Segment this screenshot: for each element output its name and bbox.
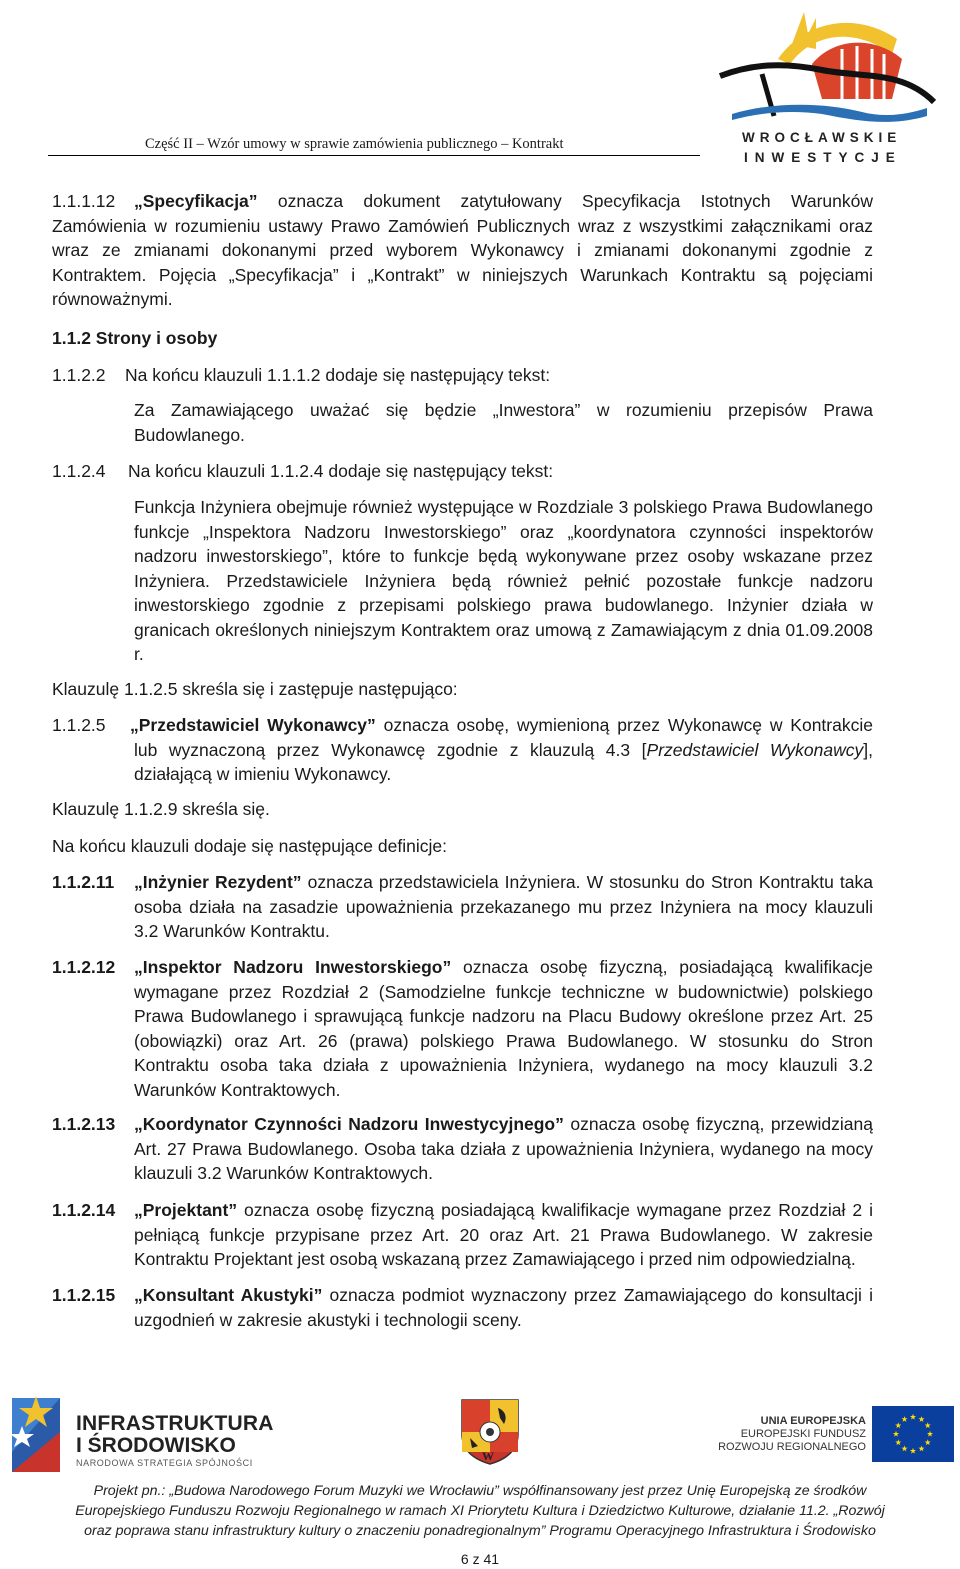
clause-text: oznacza dokument zatytułowany Specyfikacja Istotnych Warunków Zamówienia w rozumieniu ustawy Prawo Zamówień Publicznych wraz z wszystkimi załącznikami oraz wraz ze zmianami dokonanymi przed wyborem Wykonawcy i zmianami dokonanymi zgodnie z Kontraktem. Pojęcia „Specyfikacja” i „Kontrakt” w niniejszych Warunkach Kontraktu są pojęciami równoważnymi. <box>52 191 873 309</box>
definition-1-1-2-12 <box>134 955 873 1102</box>
logo-line-2: INWESTYCJE <box>744 150 902 165</box>
clause-text: Za Zamawiającego uważać się będzie „Inwestora” w rozumieniu przepisów Prawa Budowlanego. <box>134 400 873 445</box>
svg-text:W: W <box>482 1449 494 1463</box>
footer-project-text <box>40 1481 920 1541</box>
term: „Inspektor Nadzoru Inwestorskiego” <box>134 957 452 977</box>
clause-intro: Na końcu klauzuli 1.1.1.2 dodaje się następujący tekst: <box>125 365 551 385</box>
definition-number: 1.1.2.12 <box>52 957 116 977</box>
eu-line-2: EUROPEJSKI FUNDUSZ <box>740 1428 866 1440</box>
section-heading: 1.1.2 Strony i osoby <box>52 328 218 348</box>
clause-number: 1.1.2.4 <box>52 461 106 481</box>
infra-line-1: INFRASTRUKTURA <box>76 1412 274 1435</box>
eu-line-3: ROZWOJU REGIONALNEGO <box>718 1441 866 1453</box>
infra-subtitle: NARODOWA STRATEGIA SPÓJNOŚCI <box>76 1458 253 1468</box>
instruction-text: Na końcu klauzuli dodaje się następujące definicje: <box>52 836 447 856</box>
project-line-2: Europejskiego Funduszu Rozwoju Regionalnego w ramach XI Priorytetu Kultura i Dziedzictwo Kulturowe, działanie 11.2. „Rozwój <box>75 1503 885 1519</box>
instruction-text: Klauzulę 1.1.2.9 skreśla się. <box>52 799 270 819</box>
infrastruktura-logo <box>8 1392 70 1476</box>
definition-number: 1.1.2.14 <box>52 1200 116 1220</box>
infrastruktura-wordmark <box>76 1412 274 1468</box>
clause-number: 1.1.2.5 <box>52 715 106 735</box>
project-line-3: oraz poprawa stanu infrastruktury kultury o znaczeniu ponadregionalnym” Programu Operacyjnego Infrastruktura i Środowisko <box>84 1523 876 1539</box>
clause-1-1-2-5 <box>130 713 874 787</box>
header-rule <box>48 155 700 156</box>
definition-1-1-2-15 <box>134 1283 873 1332</box>
term: „Przedstawiciel Wykonawcy” <box>130 715 376 735</box>
clause-text: Funkcja Inżyniera obejmuje również występujące w Rozdziale 3 polskiego Prawa Budowlanego funkcje „Inspektora Nadzoru Inwestorskiego” oraz „koordynatora czynności inspektorów nadzoru inwestorskiego”, które to funkcje będą wykonywane przez osoby wskazane przez Inżyniera. Przedstawiciele Inżyniera będą również pełnić pozostałe funkcje nadzoru inwestorskiego zgodnie z przepisami polskiego prawa budowlanego. Inżynier działa w granicach określonych niniejszym Kontraktem oraz umową z Zamawiającym z dnia 01.09.2008 r. <box>134 497 873 664</box>
eu-line-1: UNIA EUROPEJSKA <box>760 1415 866 1427</box>
header-title: Część II – Wzór umowy w sprawie zamówienia publicznego – Kontrakt <box>145 136 564 152</box>
term: „Specyfikacja” <box>134 191 258 211</box>
clause-text-italic: Przedstawiciel Wykonawcy <box>646 739 864 760</box>
project-line-1: Projekt pn.: „Budowa Narodowego Forum Muzyki we Wrocławiu” współfinansowany jest przez Unię Europejską ze środków <box>93 1483 867 1499</box>
definition-number: 1.1.2.15 <box>52 1285 116 1305</box>
logo-line-1: WROCŁAWSKIE <box>742 130 902 145</box>
infra-line-2: I ŚRODOWISKO <box>76 1434 236 1457</box>
eu-flag <box>872 1406 954 1462</box>
wroclaw-crest <box>458 1396 522 1466</box>
definition-number: 1.1.2.13 <box>52 1114 116 1134</box>
definition-text: oznacza osobę fizyczną, przewidzianą Art. 27 Prawa Budowlanego. Osoba taka działa z upoważnienia Inżyniera, wydanego na mocy klauzuli 3.2 Warunków Kontraktowych. <box>134 1114 873 1183</box>
definition-text: oznacza podmiot wyznaczony przez Zamawiającego do konsultacji i uzgodnień w zakresie akustyki i technologii sceny. <box>134 1285 873 1330</box>
clause-intro: Na końcu klauzuli 1.1.2.4 dodaje się następujący tekst: <box>128 461 554 481</box>
clause-text-b: ], działającą w imieniu Wykonawcy. <box>134 739 874 784</box>
clause-text-a: oznacza osobę, wymienioną przez Wykonawcę w Kontrakcie lub wyznaczoną przez Wykonawcę zgodnie z klauzulą 4.3 [ <box>134 715 873 760</box>
term: „Inżynier Rezydent” <box>134 872 302 892</box>
definition-text: oznacza osobę fizyczną posiadającą kwalifikacje wymagane przez Rozdział 2 i pełniącą funkcje przypisane przez Art. 20 oraz Art. 21 Prawa Budowlanego. W zakresie Kontraktu Projektant jest osobą wskazaną przez Zamawiającego i przed nim odpowiedzialną. <box>134 1200 873 1269</box>
definition-text: oznacza przedstawiciela Inżyniera. W stosunku do Stron Kontraktu taka osoba działa na zasadzie upoważnienia przekazanego mu przez Inżyniera na mocy klauzuli 3.2 Warunków Kontraktu. <box>134 872 873 941</box>
term: „Koordynator Czynności Nadzoru Inwestycyjnego” <box>134 1114 564 1134</box>
clause-number: 1.1.1.12 <box>52 191 116 211</box>
definition-1-1-2-14 <box>134 1198 873 1272</box>
term: „Konsultant Akustyki” <box>134 1285 323 1305</box>
page-number: 6 z 41 <box>460 1551 500 1567</box>
definition-1-1-2-11 <box>134 870 873 944</box>
instruction-text: Klauzulę 1.1.2.5 skreśla się i zastępuje następująco: <box>52 679 458 699</box>
clause-1-1-1-12 <box>52 189 873 312</box>
definition-number: 1.1.2.11 <box>52 872 115 892</box>
clause-number: 1.1.2.2 <box>52 365 106 385</box>
eu-fund-wordmark <box>700 1415 866 1454</box>
definition-1-1-2-13 <box>134 1112 873 1186</box>
wroclawskie-inwestycje-wordmark <box>742 128 942 168</box>
term: „Projektant” <box>134 1200 238 1220</box>
definition-text: oznacza osobę fizyczną, posiadającą kwalifikacje wymagane przez Rozdział 2 (Samodzielne funkcje techniczne w budownictwie) polskiego Prawa Budowlanego i sprawującą funkcje nadzoru na Placu Budowy określone przez Art. 25 (obowiązki) oraz Art. 26 (prawa) polskiego Prawa Budowlanego. W stosunku do Stron Kontraktu osoba taka działa z upoważnienia Inżyniera, wydanego na mocy klauzuli 3.2 Warunków Kontraktowych. <box>134 957 873 1100</box>
